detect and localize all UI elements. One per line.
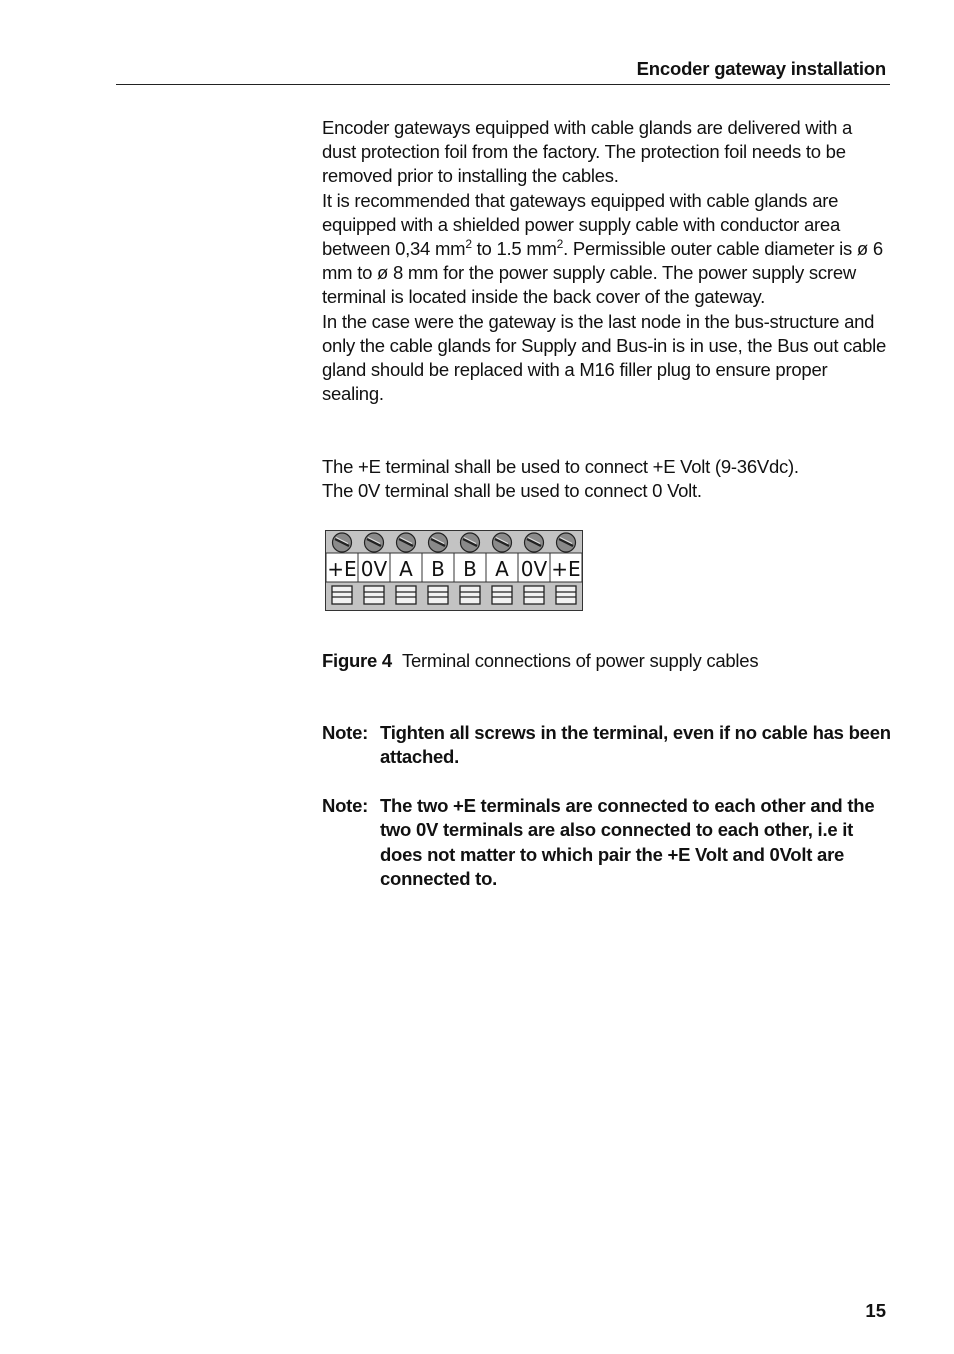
cable-text-part-3: . Permissible outer cable diameter is ø 6 mm to ø 8 mm for the power supply cable. The power supply screw terminal is located inside the back cover of the gateway. [322, 238, 883, 308]
superscript-2-first: 2 [465, 237, 472, 252]
header-rule [116, 84, 890, 85]
note-label: Note: [322, 795, 369, 816]
terminal-label: B [431, 557, 445, 581]
wire-entry-icon [524, 586, 544, 604]
wire-entry-icon [556, 586, 576, 604]
cable-paragraph [322, 189, 890, 310]
figure-label: Figure 4 [322, 650, 392, 671]
terminal-block-figure [325, 530, 583, 611]
terminal-label: B [463, 557, 477, 581]
last-node-paragraph: In the case were the gateway is the last node in the bus-structure and only the cable glands for Supply and Bus-in is in use, the Bus out cable gland should be replaced with a M16 filler plug to ensure proper sealing. [322, 310, 887, 405]
wire-entry-icon [396, 586, 416, 604]
terminal-label: +E [551, 557, 581, 581]
installation-text [322, 116, 890, 406]
page-header-title: Encoder gateway installation [636, 58, 886, 79]
terminal-0v-line: The 0V terminal shall be used to connect 0 Volt. [322, 480, 702, 502]
wire-entry-icon [492, 586, 512, 604]
figure-caption [322, 650, 758, 672]
note-tighten-screws [322, 721, 892, 770]
figure-caption-text: Terminal connections of power supply cables [401, 650, 759, 671]
terminal-label: A [495, 557, 509, 581]
terminal-label: 0V [360, 557, 388, 581]
terminal-block-drawing [326, 531, 582, 610]
wire-entry-icon [460, 586, 480, 604]
terminal-label: 0V [520, 557, 548, 581]
wire-entry-icon [428, 586, 448, 604]
terminal-e-line: The +E terminal shall be used to connect +E Volt (9-36Vdc). [322, 456, 799, 477]
wire-entry-icon [332, 586, 352, 604]
terminal-label: +E [327, 557, 357, 581]
cable-text-part-1: It is recommended that gateways equipped with cable glands are equipped with a shielded power supply cable with conductor area between 0,34 mm [322, 189, 841, 260]
note-text: The two +E terminals are connected to each other and the two 0V terminals are also connected to each other, i.e it does not matter to which pair the +E Volt and 0Volt are connected to. [380, 795, 875, 890]
terminal-usage-text [322, 455, 890, 503]
cable-text-part-2: to 1.5 mm [471, 238, 557, 260]
superscript-2-second: 2 [556, 237, 564, 252]
note-label: Note: [322, 722, 369, 743]
glands-foil-paragraph: Encoder gateways equipped with cable glands are delivered with a dust protection foil from the factory. The protection foil needs to be removed prior to installing the cables. [322, 117, 853, 187]
terminal-label: A [399, 557, 413, 581]
note-text: Tighten all screws in the terminal, even if no cable has been attached. [380, 722, 891, 768]
page-number: 15 [865, 1300, 886, 1321]
wire-entry-icon [364, 586, 384, 604]
note-terminal-pairs [322, 794, 892, 892]
